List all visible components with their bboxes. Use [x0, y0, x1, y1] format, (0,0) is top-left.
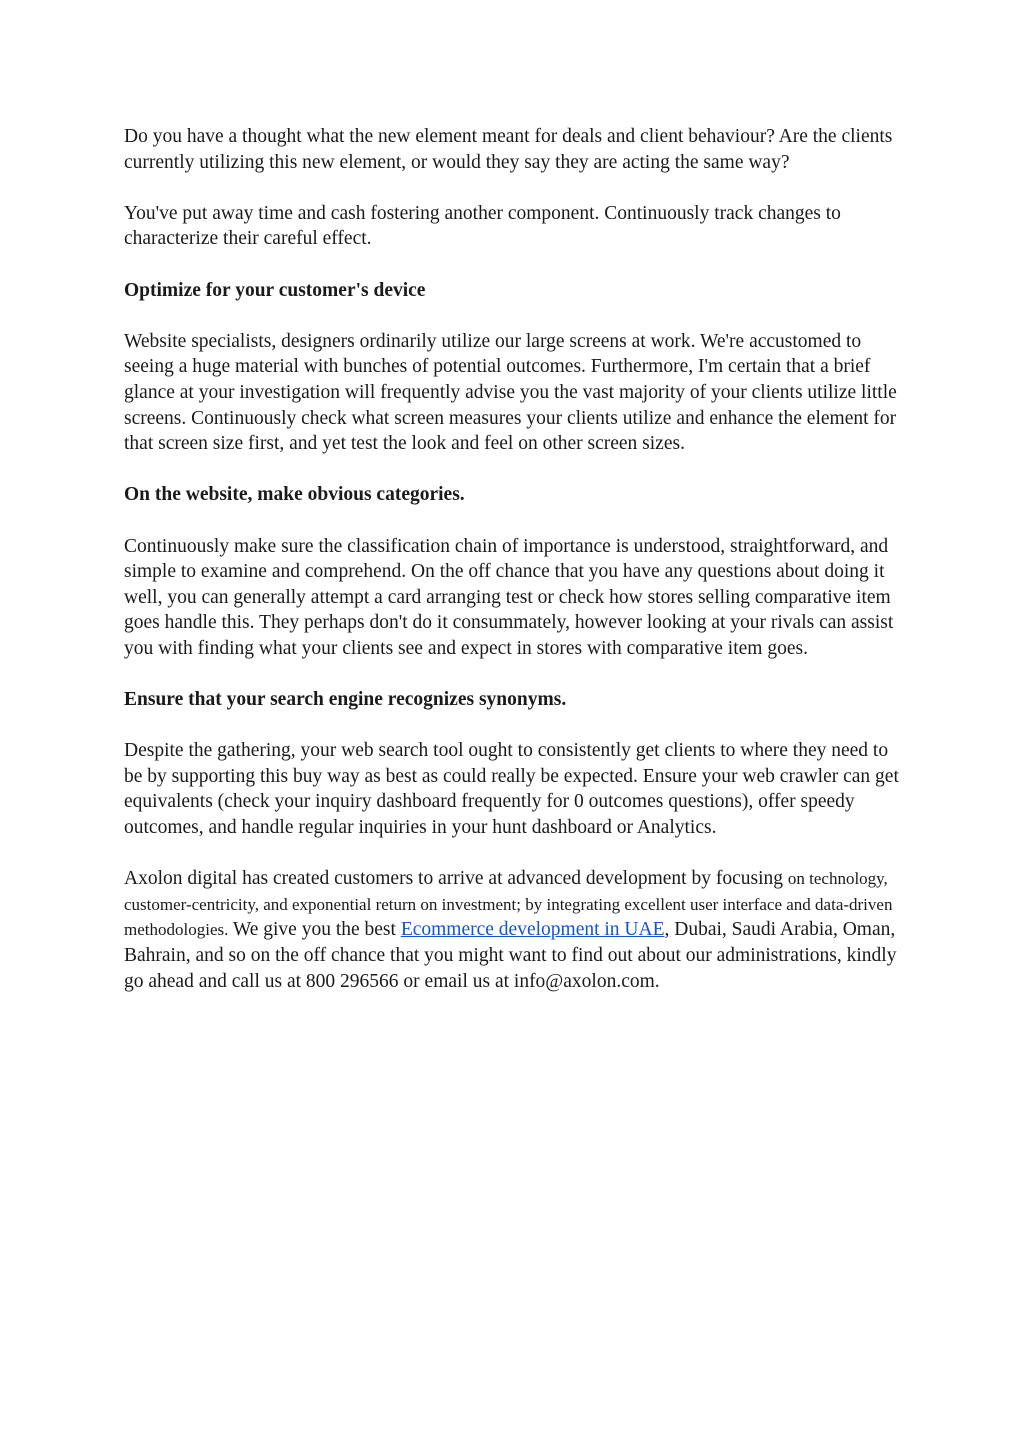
paragraph-categories: Continuously make sure the classification chain of importance is understood, straightforward, and simple to examine and comprehend. On the off chance that you have any questions about doing it well, you can generally attempt a card arranging test or check how stores selling comparative item goes handle this. They perhaps don't do it consummately, however looking at your rivals can assist you with finding what your clients see and expect in stores with comparative item goes.	[124, 535, 894, 659]
heading-categories: On the website, make obvious categories.	[124, 484, 465, 506]
paragraph-search-engine: Despite the gathering, your web search tool ought to consistently get clients to where they need to be by supporting this buy way as best as could really be expected. Ensure your web crawler can get equivalents (check your inquiry dashboard frequently for 0 outcomes questions), offer speedy outcomes, and handle regular inquiries in your hunt dashboard or Analytics.	[124, 740, 899, 839]
heading-synonyms: Ensure that your search engine recognizes synonyms.	[124, 689, 567, 711]
paragraph-screens: Website specialists, designers ordinarily utilize our large screens at work. We're accustomed to seeing a huge material with bunches of potential outcomes. Furthermore, I'm certain that a brief glance at your investigation will frequently advise you the vast majority of your clients utilize little screens. Continuously check what screen measures your clients utilize and enhance the element for that screen size first, and yet test the look and feel on other screen sizes.	[124, 330, 897, 455]
document-page	[124, 124, 904, 1020]
closing-text-small: on technology, customer-centricity, and exponential return on investment; by integrating excellent user interface and data-driven methodologies.	[124, 869, 893, 940]
closing-text-2: We give you the best	[228, 919, 401, 941]
paragraph-closing	[124, 866, 904, 994]
closing-text-1: Axolon digital has created customers to arrive at advanced development by focusing	[124, 868, 783, 890]
ecommerce-development-link[interactable]: Ecommerce development in UAE	[400, 919, 665, 941]
paragraph-intro: Do you have a thought what the new element meant for deals and client behaviour? Are the clients currently utilizing this new element, or would they say they are acting the same way?	[124, 126, 893, 173]
paragraph-track-changes: You've put away time and cash fostering another component. Continuously track changes to characterize their careful effect.	[124, 202, 841, 250]
heading-optimize-device: Optimize for your customer's device	[124, 279, 426, 301]
closing-text-3: , Dubai, Saudi Arabia, Oman, Bahrain, and so on the off chance that you might want to find out about our administrations, kindly go ahead and call us at 800 296566 or email us at info@axolon.com.	[124, 919, 897, 992]
